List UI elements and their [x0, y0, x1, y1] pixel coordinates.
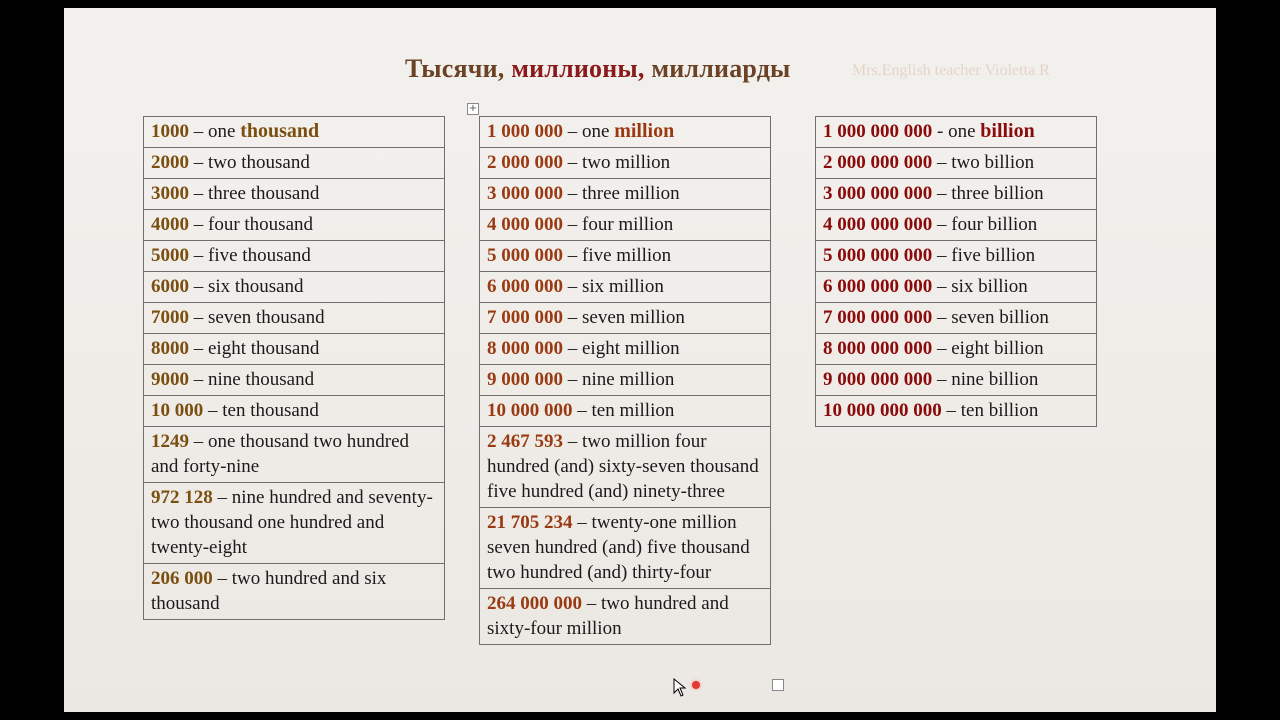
table-millions: [479, 116, 771, 645]
table-row: [144, 210, 445, 241]
table-cell: [816, 396, 1097, 427]
separator: –: [932, 183, 952, 204]
number-value: 2 000 000: [487, 152, 563, 173]
table-cell: [144, 117, 445, 148]
table-cell: [816, 179, 1097, 210]
number-value: 10 000: [151, 400, 204, 421]
table-row: [144, 396, 445, 427]
number-value: 3 000 000 000: [823, 183, 933, 204]
table-row: [816, 334, 1097, 365]
separator: –: [189, 276, 208, 297]
number-value: 206 000: [151, 568, 213, 589]
key-word: million: [614, 120, 675, 142]
separator: –: [572, 400, 592, 421]
title-billions: миллиарды: [651, 54, 791, 83]
number-words: two hundred and sixty-four million: [487, 593, 729, 639]
move-handle-icon[interactable]: +: [468, 103, 478, 114]
key-word: thousand: [240, 120, 320, 142]
number-words: ten billion: [960, 400, 1039, 421]
laser-pointer-icon: [692, 681, 700, 689]
separator: –: [563, 214, 582, 235]
number-value: 4 000 000: [487, 214, 563, 235]
table-row: [144, 564, 445, 620]
table-cell: [144, 396, 445, 427]
number-words: two hundred and six thousand: [151, 568, 387, 614]
number-value: 1249: [151, 431, 189, 452]
table-row: [480, 148, 771, 179]
number-value: 6 000 000: [487, 276, 563, 297]
number-value: 5 000 000 000: [823, 245, 933, 266]
key-word: billion: [980, 120, 1035, 142]
number-value: 9 000 000 000: [823, 369, 933, 390]
title-millions: миллионы,: [511, 54, 645, 83]
table-cell: [480, 303, 771, 334]
separator: –: [189, 431, 208, 452]
number-words: nine thousand: [208, 369, 315, 390]
number-value: 21 705 234: [487, 512, 573, 533]
table-cell: [816, 334, 1097, 365]
number-value: 7000: [151, 307, 189, 328]
number-value: 8 000 000: [487, 338, 563, 359]
separator: –: [932, 369, 952, 390]
number-words: four thousand: [208, 214, 314, 235]
table-cell: [144, 564, 445, 620]
table-cell: [480, 365, 771, 396]
separator: –: [563, 338, 582, 359]
number-words: two million four hundred (and) sixty-seven thousand five hundred (and) ninety-three: [487, 431, 759, 502]
table-cell: [480, 117, 771, 148]
table-row: [816, 210, 1097, 241]
separator: –: [572, 512, 592, 533]
table-cell: [144, 365, 445, 396]
number-value: 1 000 000 000: [823, 121, 933, 142]
table-cell: [480, 148, 771, 179]
separator: –: [563, 276, 582, 297]
table-cell: [480, 508, 771, 589]
table-row: [816, 303, 1097, 334]
table-row: [480, 272, 771, 303]
table-row: [144, 179, 445, 210]
table-row: [144, 117, 445, 148]
table-cell: [480, 396, 771, 427]
table-billions-body: [816, 117, 1097, 427]
number-words: five million: [582, 245, 672, 266]
table-cell: [480, 272, 771, 303]
table-cell: [480, 241, 771, 272]
table-cell: [144, 210, 445, 241]
number-value: 2 000 000 000: [823, 152, 933, 173]
number-words: three billion: [951, 183, 1044, 204]
separator: –: [563, 183, 582, 204]
number-words: twenty-one million seven hundred (and) five thousand two hundred (and) thirty-four: [487, 512, 750, 583]
table-row: [144, 272, 445, 303]
table-cell: [816, 303, 1097, 334]
number-value: 5 000 000: [487, 245, 563, 266]
table-thousands-body: [144, 117, 445, 620]
separator: –: [189, 183, 208, 204]
number-words: seven thousand: [208, 307, 325, 328]
table-row: [480, 427, 771, 508]
separator: –: [563, 431, 582, 452]
table-row: [480, 303, 771, 334]
number-words: eight billion: [951, 338, 1044, 359]
table-billions: [815, 116, 1097, 427]
number-value: 5000: [151, 245, 189, 266]
separator: –: [932, 214, 952, 235]
table-cell: [144, 334, 445, 365]
separator: –: [189, 369, 208, 390]
number-words: three thousand: [208, 183, 320, 204]
separator: - one: [932, 121, 981, 142]
number-value: 3000: [151, 183, 189, 204]
table-cell: [816, 148, 1097, 179]
table-cell: [144, 179, 445, 210]
table-row: [816, 365, 1097, 396]
separator: –: [189, 307, 208, 328]
separator: –: [563, 245, 582, 266]
table-row: [144, 303, 445, 334]
number-words: two billion: [951, 152, 1035, 173]
number-words: ten thousand: [222, 400, 319, 421]
move-cursor-icon: [673, 678, 689, 698]
title-thousands: Тысячи,: [405, 54, 505, 83]
resize-handle-icon[interactable]: [772, 679, 784, 691]
table-cell: [816, 365, 1097, 396]
table-cell: [816, 210, 1097, 241]
separator: –: [212, 568, 232, 589]
number-words: two thousand: [208, 152, 310, 173]
separator: –: [189, 152, 208, 173]
number-value: 972 128: [151, 487, 213, 508]
number-value: 9 000 000: [487, 369, 563, 390]
table-row: [480, 241, 771, 272]
number-words: three million: [582, 183, 680, 204]
table-cell: [480, 427, 771, 508]
separator: –: [563, 307, 582, 328]
number-value: 9000: [151, 369, 189, 390]
separator: –: [582, 593, 601, 614]
number-words: four million: [582, 214, 674, 235]
table-row: [144, 148, 445, 179]
table-row: [816, 272, 1097, 303]
table-row: [480, 334, 771, 365]
separator: –: [932, 307, 952, 328]
number-value: 2000: [151, 152, 189, 173]
table-row: [480, 365, 771, 396]
table-row: [144, 427, 445, 483]
number-value: 4 000 000 000: [823, 214, 933, 235]
slide: [64, 8, 1216, 712]
number-words: one thousand two hundred and forty-nine: [151, 431, 410, 477]
number-words: nine million: [582, 369, 675, 390]
slide-title: [405, 54, 791, 84]
table-row: [480, 396, 771, 427]
number-words: eight million: [582, 338, 680, 359]
separator: –: [189, 214, 208, 235]
table-row: [480, 117, 771, 148]
number-value: 7 000 000: [487, 307, 563, 328]
number-words: eight thousand: [208, 338, 320, 359]
number-value: 10 000 000 000: [823, 400, 942, 421]
table-cell: [816, 241, 1097, 272]
number-value: 1000: [151, 121, 189, 142]
separator: –: [189, 245, 208, 266]
table-row: [816, 148, 1097, 179]
table-millions-body: [480, 117, 771, 645]
separator: –: [203, 400, 223, 421]
number-words: two million: [582, 152, 671, 173]
separator: –: [212, 487, 232, 508]
table-cell: [480, 210, 771, 241]
watermark: Mrs.English teacher Violetta R: [852, 62, 1050, 79]
table-cell: [144, 241, 445, 272]
number-words: seven billion: [951, 307, 1049, 328]
table-cell: [144, 148, 445, 179]
number-words: five billion: [951, 245, 1036, 266]
table-row: [480, 589, 771, 645]
number-value: 3 000 000: [487, 183, 563, 204]
table-cell: [144, 303, 445, 334]
separator: –: [189, 338, 208, 359]
table-cell: [480, 179, 771, 210]
number-words: six million: [582, 276, 664, 297]
table-row: [144, 334, 445, 365]
table-cell: [816, 117, 1097, 148]
table-row: [816, 396, 1097, 427]
number-words: five thousand: [208, 245, 311, 266]
separator: – one: [563, 121, 615, 142]
number-value: 10 000 000: [487, 400, 573, 421]
table-row: [816, 117, 1097, 148]
number-words: six thousand: [208, 276, 304, 297]
number-value: 1 000 000: [487, 121, 563, 142]
number-words: ten million: [591, 400, 675, 421]
table-cell: [144, 427, 445, 483]
separator: –: [563, 369, 582, 390]
number-value: 7 000 000 000: [823, 307, 933, 328]
number-value: 8 000 000 000: [823, 338, 933, 359]
number-words: nine hundred and seventy-two thousand one hundred and twenty-eight: [151, 487, 433, 558]
table-cell: [480, 334, 771, 365]
number-value: 264 000 000: [487, 593, 582, 614]
separator: –: [563, 152, 582, 173]
number-value: 4000: [151, 214, 189, 235]
table-row: [480, 508, 771, 589]
table-row: [816, 179, 1097, 210]
table-cell: [480, 589, 771, 645]
number-value: 6000: [151, 276, 189, 297]
table-cell: [144, 272, 445, 303]
table-thousands: [143, 116, 445, 620]
number-words: nine billion: [951, 369, 1039, 390]
number-words: four billion: [951, 214, 1038, 235]
separator: –: [932, 245, 952, 266]
table-row: [480, 179, 771, 210]
table-row: [144, 365, 445, 396]
number-value: 8000: [151, 338, 189, 359]
table-row: [816, 241, 1097, 272]
separator: –: [932, 338, 952, 359]
table-row: [144, 483, 445, 564]
separator: –: [941, 400, 961, 421]
number-value: 6 000 000 000: [823, 276, 933, 297]
separator: – one: [189, 121, 241, 142]
number-value: 2 467 593: [487, 431, 563, 452]
table-row: [144, 241, 445, 272]
table-row: [480, 210, 771, 241]
separator: –: [932, 276, 952, 297]
separator: –: [932, 152, 952, 173]
table-cell: [144, 483, 445, 564]
number-words: six billion: [951, 276, 1028, 297]
number-words: seven million: [582, 307, 685, 328]
table-cell: [816, 272, 1097, 303]
